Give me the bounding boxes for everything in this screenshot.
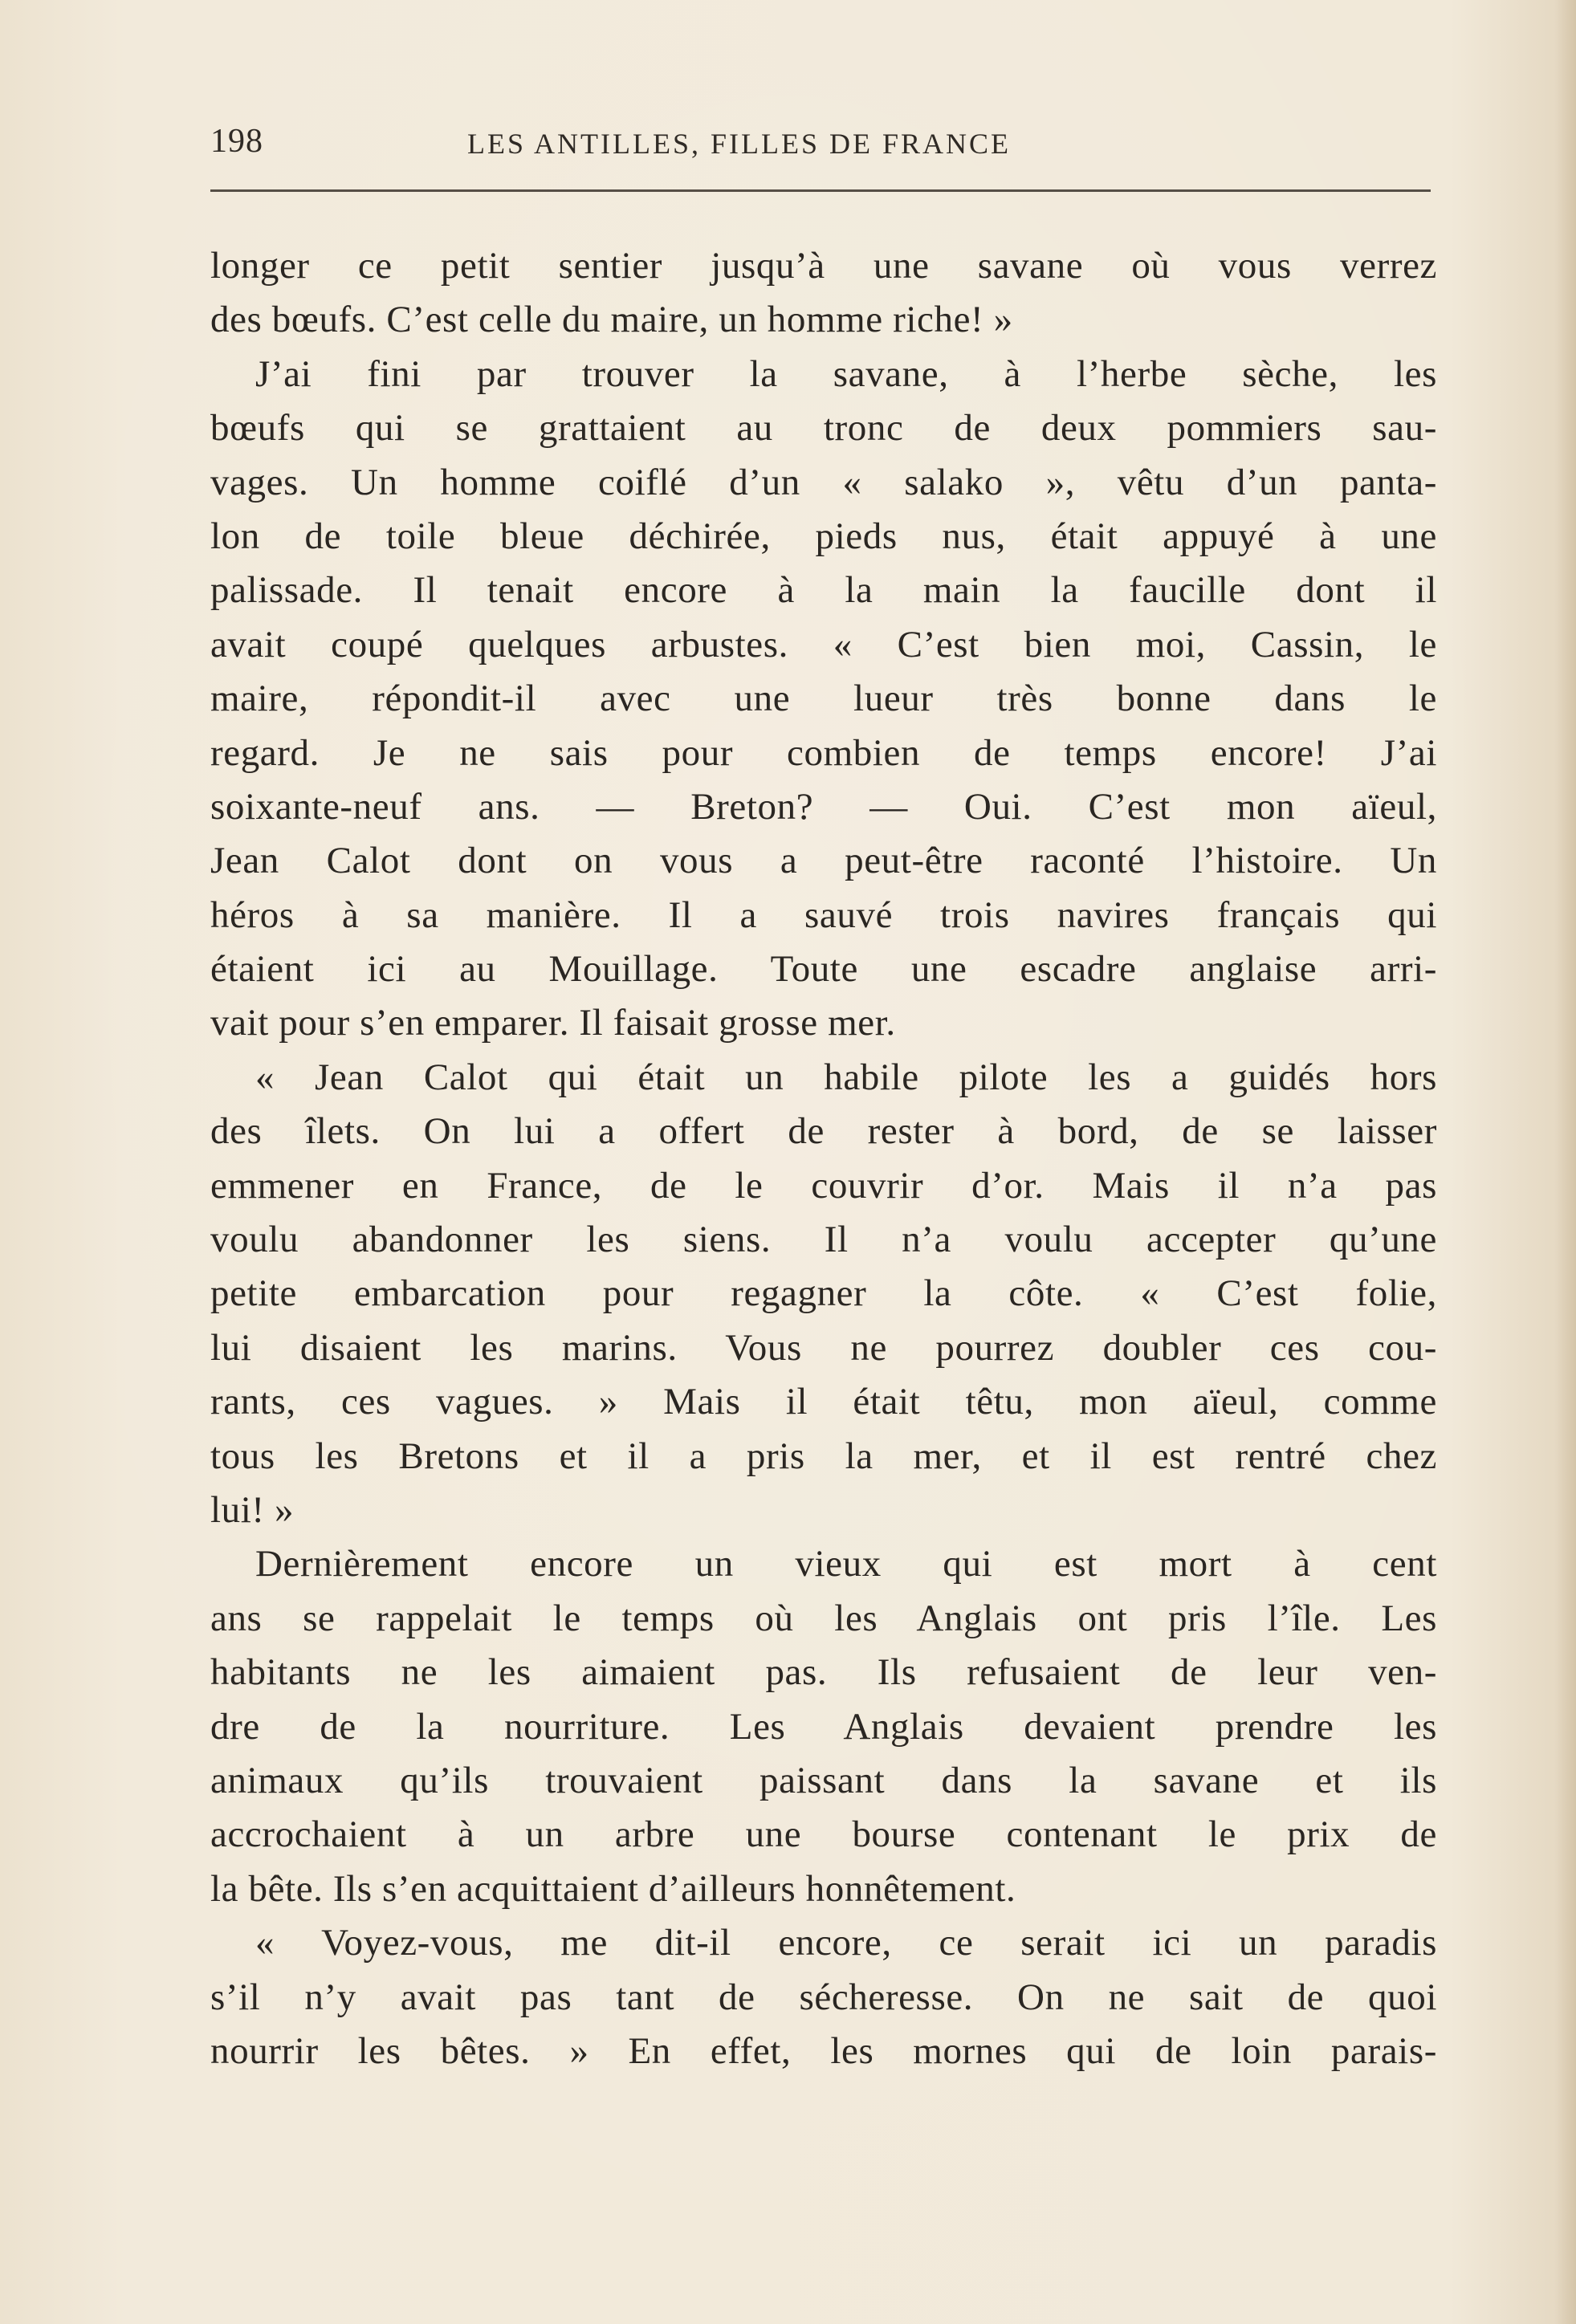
text-line: Jean Calot dont on vous a peut-être raconté l’histoire. Un — [210, 840, 1437, 882]
text-line: tous les Bretons et il a pris la mer, et il est rentré chez — [210, 1435, 1437, 1477]
text-line: regard. Je ne sais pour combien de temps encore! J’ai — [210, 731, 1437, 774]
text-line: s’il n’y avait pas tant de sécheresse. On ne sait de quoi — [210, 1976, 1437, 2018]
text-line: vait pour s’en emparer. Il faisait grosse mer. — [210, 1002, 896, 1044]
text-line: ans se rappelait le temps où les Anglais ont pris l’île. Les — [210, 1597, 1437, 1639]
text-line: animaux qu’ils trouvaient paissant dans la savane et ils — [210, 1759, 1437, 1801]
text-line: « Jean Calot qui était un habile pilote les a guidés hors — [255, 1056, 1437, 1098]
text-line: palissade. Il tenait encore à la main la faucille dont il — [210, 569, 1437, 612]
text-line: nourrir les bêtes. » En effet, les mornes qui de loin parais- — [210, 2029, 1437, 2072]
text-line: maire, répondit-il avec une lueur très bonne dans le — [210, 678, 1437, 720]
text-line: voulu abandonner les siens. Il n’a voulu accepter qu’une — [210, 1219, 1437, 1261]
text-line: la bête. Ils s’en acquittaient d’ailleurs honnêtement. — [210, 1867, 1016, 1910]
text-line: lui! » — [210, 1488, 295, 1531]
text-line: Dernièrement encore un vieux qui est mort à cent — [255, 1543, 1437, 1585]
page-header — [210, 122, 1431, 170]
text-line: rants, ces vagues. » Mais il était têtu, mon aïeul, comme — [210, 1381, 1437, 1423]
text-line: des îlets. On lui a offert de rester à bord, de se laisser — [210, 1110, 1437, 1153]
text-line: « Voyez-vous, me dit-il encore, ce serait ici un paradis — [255, 1922, 1437, 1964]
text-line: étaient ici au Mouillage. Toute une escadre anglaise arri- — [210, 948, 1437, 991]
text-line: emmener en France, de le couvrir d’or. Mais il n’a pas — [210, 1164, 1437, 1207]
text-line: J’ai fini par trouver la savane, à l’herbe sèche, les — [255, 352, 1437, 395]
text-line: vages. Un homme coiflé d’un « salako », vêtu d’un panta- — [210, 461, 1437, 503]
text-line: lui disaient les marins. Vous ne pourrez doubler ces cou- — [210, 1326, 1437, 1369]
text-line: bœufs qui se grattaient au tronc de deux pommiers sau- — [210, 407, 1437, 450]
text-line: dre de la nourriture. Les Anglais devaient prendre les — [210, 1705, 1437, 1748]
text-line: héros à sa manière. Il a sauvé trois navires français qui — [210, 893, 1437, 936]
body-text — [210, 239, 1437, 2078]
text-line: avait coupé quelques arbustes. « C’est bien moi, Cassin, le — [210, 623, 1437, 665]
text-line: petite embarcation pour regagner la côte. « C’est folie, — [210, 1272, 1437, 1315]
text-line: soixante-neuf ans. — Breton? — Oui. C’est mon aïeul, — [210, 785, 1437, 828]
text-line: des bœufs. C’est celle du maire, un homme riche! » — [210, 299, 1013, 341]
header-rule — [210, 189, 1431, 192]
page-number: 198 — [210, 123, 263, 160]
text-line: habitants ne les aimaient pas. Ils refusaient de leur ven- — [210, 1651, 1437, 1694]
text-line: longer ce petit sentier jusqu’à une savane où vous verrez — [210, 245, 1437, 287]
text-line: accrochaient à un arbre une bourse contenant le prix de — [210, 1813, 1437, 1856]
page-edge-shadow — [1555, 0, 1576, 2324]
running-title: LES ANTILLES, FILLES DE FRANCE — [467, 128, 1012, 160]
text-line: lon de toile bleue déchirée, pieds nus, était appuyé à une — [210, 515, 1437, 557]
